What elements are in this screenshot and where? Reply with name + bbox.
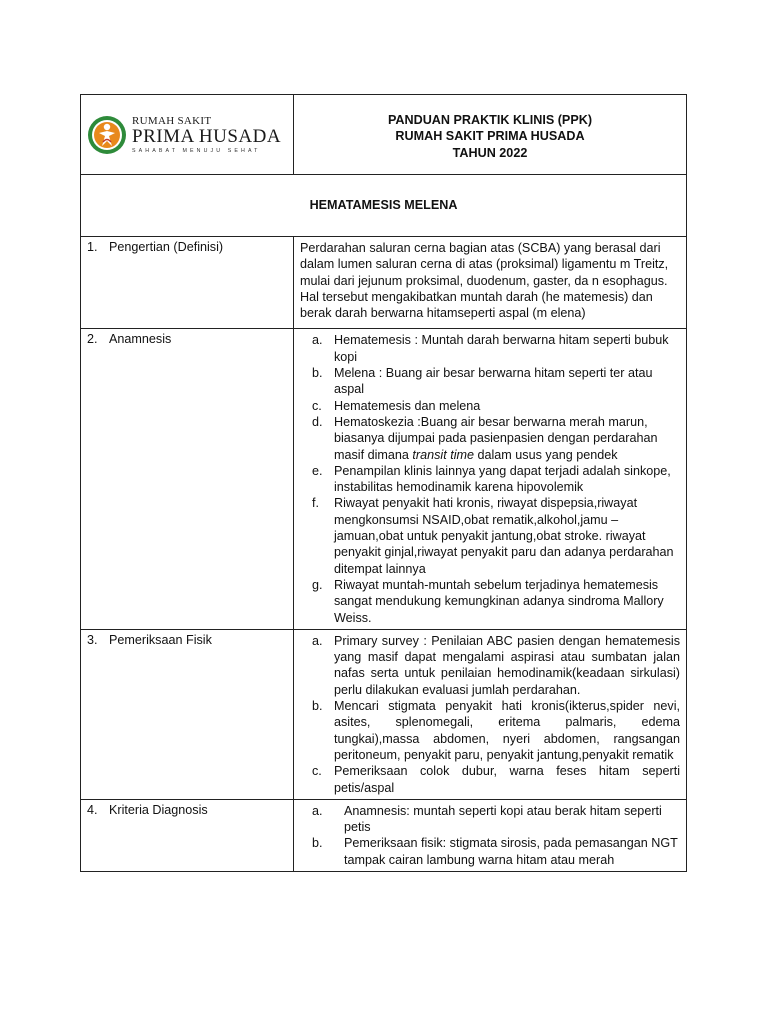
section-number: 4. [87,802,98,817]
list-item-text: Hematoskezia :Buang air besar berwarna merah marun, biasanya dijumpai pada pasienpasien dengan perdarahan masif dimana [334,414,658,462]
heading-row [81,175,687,237]
list-item [300,414,680,463]
list-item [300,763,680,796]
hospital-emblem-icon [87,115,127,155]
section-label [81,329,294,629]
list-item [300,332,680,365]
list-item-text: dalam usus yang pendek [474,447,618,462]
list-item [300,398,680,414]
section-label [81,799,294,871]
logo-line2: PRIMA HUSADA [132,125,282,147]
section-row-anamnesis [81,329,687,629]
list-item [300,803,680,836]
list-marker: f. [312,496,319,511]
list-item [300,698,680,763]
logo-cell [81,95,294,175]
section-number: 1. [87,240,98,254]
list-item [300,577,680,626]
title-line-1: PANDUAN PRAKTIK KLINIS (PPK) [387,113,593,128]
section-row-kriteria-diagnosis [81,799,687,871]
list-item-text: Riwayat muntah-muntah sebelum terjadinya hematemesis sangat mendukung kemungkinan adanya sindroma Mallory Weiss. [334,577,664,625]
list-marker: g. [312,577,323,592]
section-body [294,629,687,799]
physical-exam-list [300,633,680,796]
list-item-text: Hematemesis : Muntah darah berwarna hitam seperti bubuk kopi [334,333,669,364]
title-line-3: TAHUN 2022 [452,145,528,160]
list-marker: a. [312,333,323,348]
section-title: Anamnesis [109,332,172,347]
section-title: Pengertian (Definisi) [109,240,224,254]
section-body [294,237,687,329]
logo-line1: RUMAH SAKIT [132,114,212,127]
logo-tagline: SAHABAT MENUJU SEHAT [132,147,261,154]
section-number: 3. [87,632,98,647]
list-item-text: Pemeriksaan fisik: stigmata sirosis, pada pemasangan NGT tampak cairan lambung warna hitam atau merah [344,836,678,867]
list-marker: d. [312,414,323,429]
list-item-text: Hematemesis dan melena [334,398,481,413]
list-item-text: Anamnesis: muntah seperti kopi atau berak hitam seperti petis [344,803,662,835]
header-row [81,95,687,175]
topic-heading: HEMATAMESIS MELENA [81,175,687,237]
title-line-2: RUMAH SAKIT PRIMA HUSADA [395,129,585,144]
list-item-emphasis: transit time [412,447,474,462]
list-item-text: Pemeriksaan colok dubur, warna feses hitam seperti petis/aspal [334,764,680,795]
section-number: 2. [87,332,98,347]
section-row-pengertian [81,237,687,329]
list-item-text: Mencari stigmata penyakit hati kronis(ikterus,spider nevi, asites, splenomegali, eritema palmaris, edema tungkai),massa abdomen, nyeri abdomen, rangsangan peritoneum, penyakit paru, penyakit jantung,penyakit rematik [334,699,680,762]
document-title [294,95,687,175]
list-item [300,495,680,576]
ppk-document-table [80,94,687,872]
list-item-text: Riwayat penyakit hati kronis, riwayat dispepsia,riwayat mengkonsumsi NSAID,obat rematik,alkohol,jamu – jamuan,obat untuk penyakit jantung,obat stroke. riwayat penyakit ginjal,riwayat penyakit paru dan adanya perdarahan ditempat lainnya [334,496,674,576]
list-marker: b. [312,699,323,714]
list-item [300,633,680,698]
list-item-text: Melena : Buang air besar berwarna hitam seperti ter atau aspal [334,366,653,397]
section-body [294,329,687,629]
list-item-text: Penampilan klinis lainnya yang dapat terjadi adalah sinkope, instabilitas hemodinamik karena hipovolemik [334,463,671,495]
list-marker: c. [312,764,322,779]
anamnesis-list [300,332,680,625]
diagnosis-criteria-list [300,803,680,868]
section-title: Pemeriksaan Fisik [109,632,212,647]
section-body [294,799,687,871]
list-marker: b. [312,366,323,381]
definition-paragraph: Perdarahan saluran cerna bagian atas (SCBA) yang berasal dari dalam lumen saluran cerna di atas (proksimal) ligamentu m Treitz, mulai dari jejunum proksimal, duodenum, gaster, da n esophagus. Hal tersebut mengakibatkan muntah darah (he matemesis) dan berak darah berwarna hitamseperti aspal (m elena) [300,241,669,321]
list-marker: a. [312,633,323,648]
list-item [300,365,680,398]
section-title: Kriteria Diagnosis [109,802,208,817]
list-marker: e. [312,463,323,478]
hospital-logo [87,115,287,155]
list-marker: b. [312,836,323,851]
list-marker: a. [312,803,323,818]
list-item [300,463,680,496]
section-label [81,629,294,799]
section-label [81,237,294,329]
section-row-pemeriksaan-fisik [81,629,687,799]
list-marker: c. [312,398,322,413]
list-item [300,835,680,868]
list-item-text: Primary survey : Penilaian ABC pasien dengan hematemesis yang masif dapat mengalami aspirasi atau sumbatan jalan nafas serta untuk penilaian hemodinamik(keadaan sirkulasi) perlu dilakukan evaluasi jumlah perdarahan. [334,633,680,697]
